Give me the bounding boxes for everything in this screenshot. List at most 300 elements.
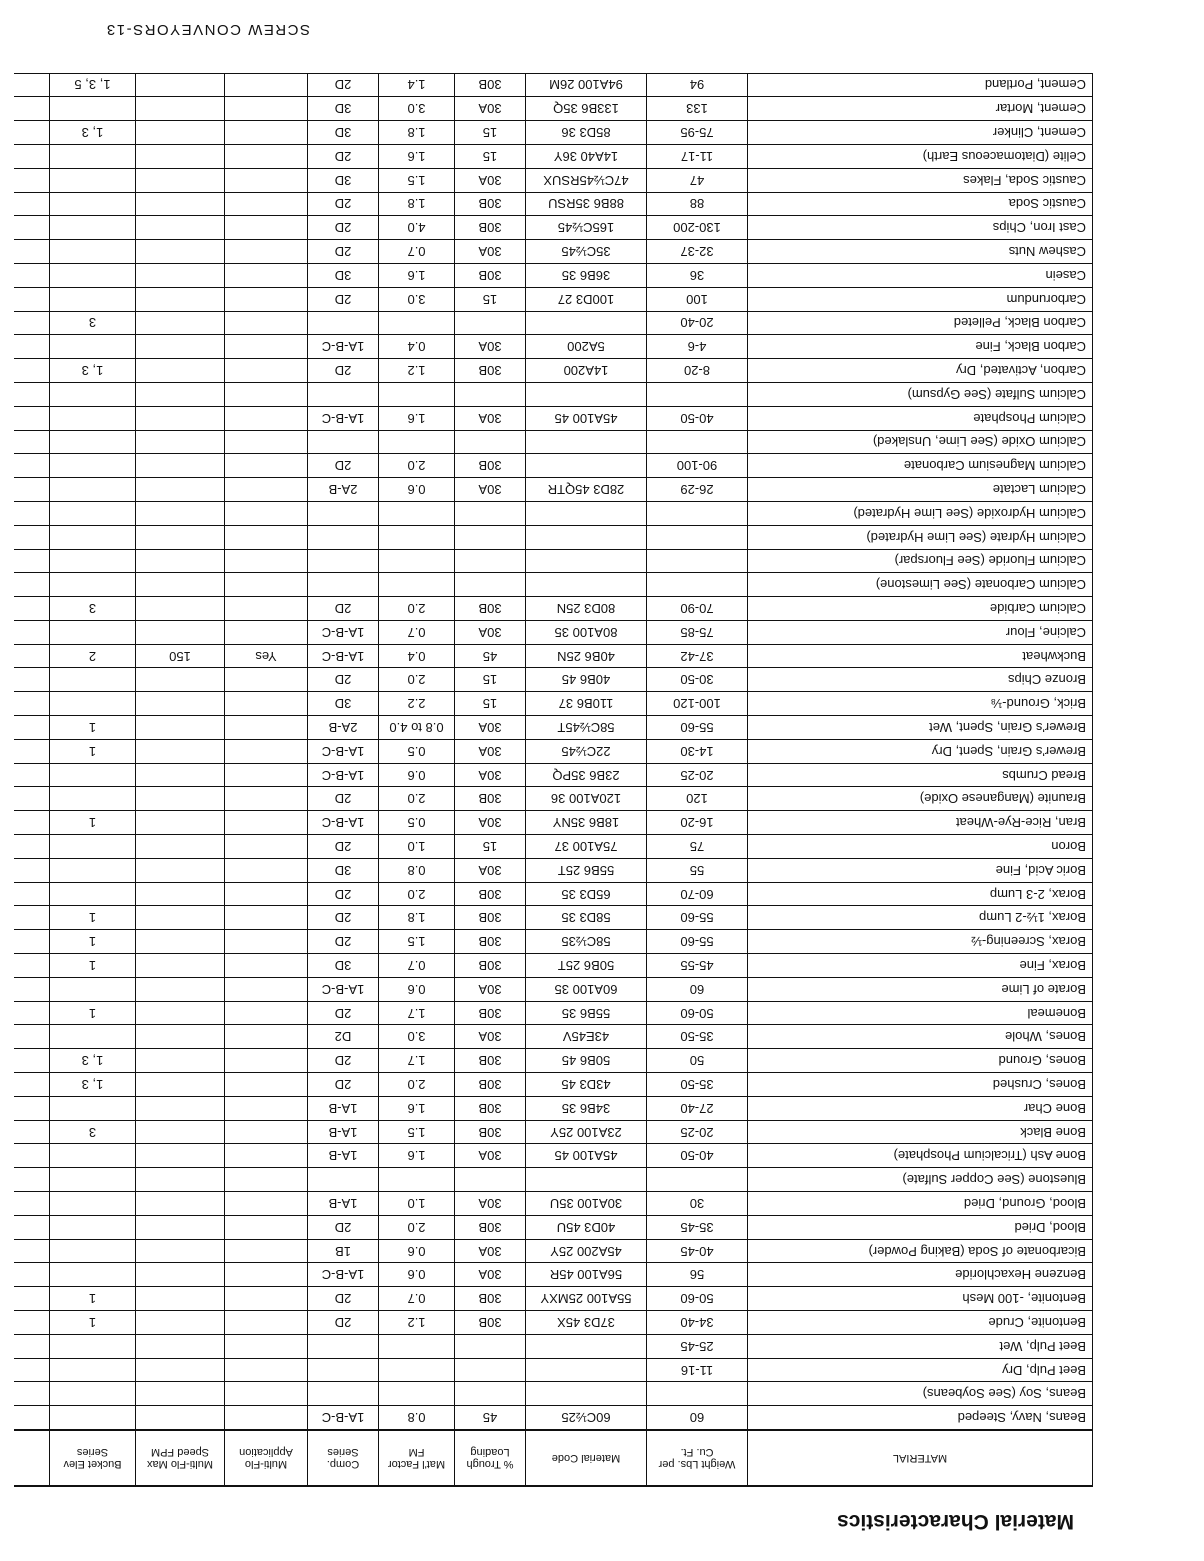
material-factor-cell: 0.8 <box>379 858 455 882</box>
comp-series-cell: 2D <box>308 1001 379 1025</box>
material-cell: Calcium Oxide (See Lime, Unslaked) <box>748 430 1093 454</box>
spacer-cell <box>14 597 50 621</box>
material-code-cell: 60A100 35 <box>526 977 647 1001</box>
trough-loading-cell: 30B <box>455 359 526 383</box>
spacer-cell <box>14 739 50 763</box>
spacer-cell <box>14 335 50 359</box>
material-cell: Celite (Diatomaceous Earth) <box>748 144 1093 168</box>
weight-cell: 47 <box>647 168 748 192</box>
trough-loading-cell: 30B <box>455 1049 526 1073</box>
multiflo-max-speed-cell <box>136 454 225 478</box>
trough-loading-cell: 30B <box>455 930 526 954</box>
material-cell: Bonemeal <box>748 1001 1093 1025</box>
trough-loading-cell: 30A <box>455 763 526 787</box>
table-header-row <box>14 1430 1093 1486</box>
multiflo-max-speed-cell <box>136 73 225 97</box>
spacer-cell <box>14 954 50 978</box>
material-code-cell: 58C½35 <box>526 930 647 954</box>
weight-cell: 40-45 <box>647 1239 748 1263</box>
header-weight: Weight Lbs. per Cu. Ft. <box>647 1430 748 1486</box>
material-factor-cell: 0.6 <box>379 1239 455 1263</box>
bucket-elev-series-cell <box>50 1025 136 1049</box>
bucket-elev-series-cell: 1 <box>50 954 136 978</box>
material-code-cell: 40B6 45 <box>526 668 647 692</box>
weight-cell <box>647 1168 748 1192</box>
material-cell: Borax, Fine <box>748 954 1093 978</box>
multiflo-application-cell <box>225 240 308 264</box>
material-factor-cell: 0.8 to 4.0 <box>379 716 455 740</box>
weight-cell: 50 <box>647 1049 748 1073</box>
trough-loading-cell: 15 <box>455 287 526 311</box>
comp-series-cell: 1A-B-C <box>308 1263 379 1287</box>
multiflo-application-cell <box>225 335 308 359</box>
bucket-elev-series-cell: 1 <box>50 906 136 930</box>
weight-cell: 35-50 <box>647 1073 748 1097</box>
material-code-cell <box>526 1358 647 1382</box>
multiflo-application-cell: Yes <box>225 644 308 668</box>
multiflo-application-cell <box>225 1287 308 1311</box>
weight-cell: 60-70 <box>647 882 748 906</box>
table-row <box>14 168 1093 192</box>
material-factor-cell <box>379 430 455 454</box>
weight-cell <box>647 501 748 525</box>
trough-loading-cell: 45 <box>455 1406 526 1430</box>
weight-cell: 90-100 <box>647 454 748 478</box>
comp-series-cell: 2D <box>308 597 379 621</box>
material-characteristics-table <box>14 73 1093 1487</box>
multiflo-application-cell <box>225 525 308 549</box>
multiflo-application-cell <box>225 620 308 644</box>
table-row <box>14 787 1093 811</box>
table-row <box>14 287 1093 311</box>
material-factor-cell: 2.0 <box>379 668 455 692</box>
multiflo-max-speed-cell <box>136 1406 225 1430</box>
spacer-cell <box>14 549 50 573</box>
trough-loading-cell: 30A <box>455 977 526 1001</box>
multiflo-max-speed-cell <box>136 192 225 216</box>
weight-cell: 36 <box>647 263 748 287</box>
bucket-elev-series-cell: 1, 3 <box>50 1073 136 1097</box>
trough-loading-cell <box>455 1334 526 1358</box>
multiflo-max-speed-cell <box>136 525 225 549</box>
comp-series-cell <box>308 549 379 573</box>
table-row <box>14 1263 1093 1287</box>
material-code-cell: 75A100 37 <box>526 835 647 859</box>
material-factor-cell: 0.6 <box>379 977 455 1001</box>
trough-loading-cell: 30B <box>455 73 526 97</box>
comp-series-cell <box>308 1168 379 1192</box>
bucket-elev-series-cell <box>50 192 136 216</box>
trough-loading-cell: 30A <box>455 858 526 882</box>
material-code-cell: 110B6 37 <box>526 692 647 716</box>
multiflo-application-cell <box>225 1311 308 1335</box>
multiflo-application-cell <box>225 478 308 502</box>
trough-loading-cell <box>455 549 526 573</box>
material-factor-cell <box>379 311 455 335</box>
comp-series-cell: 2D <box>308 882 379 906</box>
material-factor-cell: 2.0 <box>379 597 455 621</box>
table-row <box>14 1168 1093 1192</box>
bucket-elev-series-cell <box>50 858 136 882</box>
weight-cell: 130-200 <box>647 216 748 240</box>
material-cell: Buckwheat <box>748 644 1093 668</box>
spacer-cell <box>14 1382 50 1406</box>
material-code-cell: 80D3 25N <box>526 597 647 621</box>
trough-loading-cell: 30B <box>455 454 526 478</box>
multiflo-application-cell <box>225 382 308 406</box>
multiflo-application-cell <box>225 954 308 978</box>
material-code-cell: 43E45V <box>526 1025 647 1049</box>
multiflo-max-speed-cell <box>136 97 225 121</box>
header-material-code: Material Code <box>526 1430 647 1486</box>
table-row <box>14 811 1093 835</box>
spacer-cell <box>14 1311 50 1335</box>
table-row <box>14 240 1093 264</box>
trough-loading-cell <box>455 1168 526 1192</box>
weight-cell: 11-16 <box>647 1358 748 1382</box>
bucket-elev-series-cell <box>50 335 136 359</box>
weight-cell: 75 <box>647 835 748 859</box>
multiflo-max-speed-cell <box>136 954 225 978</box>
spacer-cell <box>14 1025 50 1049</box>
material-factor-cell <box>379 573 455 597</box>
material-factor-cell: 0.7 <box>379 240 455 264</box>
comp-series-cell: 2D <box>308 787 379 811</box>
material-factor-cell: 1.7 <box>379 1001 455 1025</box>
comp-series-cell: 2D <box>308 1215 379 1239</box>
weight-cell: 20-40 <box>647 311 748 335</box>
table-row <box>14 620 1093 644</box>
header-spacer <box>14 1430 50 1486</box>
table-body <box>14 73 1093 1430</box>
table-row <box>14 977 1093 1001</box>
weight-cell: 60 <box>647 977 748 1001</box>
multiflo-application-cell <box>225 882 308 906</box>
material-factor-cell: 2.0 <box>379 882 455 906</box>
material-factor-cell: 2.0 <box>379 454 455 478</box>
material-code-cell: 36B6 35 <box>526 263 647 287</box>
spacer-cell <box>14 1334 50 1358</box>
multiflo-max-speed-cell <box>136 787 225 811</box>
material-code-cell: 30A100 35U <box>526 1192 647 1216</box>
material-code-cell: 80A100 35 <box>526 620 647 644</box>
weight-cell: 55-60 <box>647 930 748 954</box>
table-row <box>14 668 1093 692</box>
multiflo-application-cell <box>225 1073 308 1097</box>
multiflo-max-speed-cell <box>136 668 225 692</box>
weight-cell: 30 <box>647 1192 748 1216</box>
table-row <box>14 1215 1093 1239</box>
multiflo-max-speed-cell <box>136 739 225 763</box>
material-factor-cell: 1.6 <box>379 1144 455 1168</box>
comp-series-cell <box>308 1358 379 1382</box>
spacer-cell <box>14 811 50 835</box>
multiflo-application-cell <box>225 192 308 216</box>
material-cell: Boron <box>748 835 1093 859</box>
multiflo-max-speed-cell <box>136 287 225 311</box>
bucket-elev-series-cell: 1, 3 <box>50 359 136 383</box>
table-row <box>14 644 1093 668</box>
spacer-cell <box>14 1144 50 1168</box>
material-factor-cell: 1.4 <box>379 73 455 97</box>
spacer-cell <box>14 359 50 383</box>
multiflo-max-speed-cell <box>136 1120 225 1144</box>
table-row <box>14 1073 1093 1097</box>
trough-loading-cell: 15 <box>455 835 526 859</box>
multiflo-application-cell <box>225 73 308 97</box>
material-cell: Calcium Hydroxide (See Lime Hydrated) <box>748 501 1093 525</box>
comp-series-cell: 2D <box>308 668 379 692</box>
multiflo-max-speed-cell <box>136 1001 225 1025</box>
trough-loading-cell: 30B <box>455 597 526 621</box>
multiflo-application-cell <box>225 1334 308 1358</box>
spacer-cell <box>14 478 50 502</box>
material-factor-cell <box>379 525 455 549</box>
multiflo-application-cell <box>225 454 308 478</box>
table-row <box>14 954 1093 978</box>
material-code-cell: 120A100 36 <box>526 787 647 811</box>
material-cell: Braunite (Manganese Oxide) <box>748 787 1093 811</box>
multiflo-application-cell <box>225 977 308 1001</box>
table-row <box>14 1239 1093 1263</box>
material-cell: Blood, Dried <box>748 1215 1093 1239</box>
material-factor-cell: 1.8 <box>379 192 455 216</box>
spacer-cell <box>14 263 50 287</box>
table-row <box>14 1287 1093 1311</box>
spacer-cell <box>14 977 50 1001</box>
multiflo-max-speed-cell <box>136 216 225 240</box>
material-factor-cell <box>379 1358 455 1382</box>
material-code-cell: 50B6 45 <box>526 1049 647 1073</box>
weight-cell: 70-90 <box>647 597 748 621</box>
material-factor-cell: 2.0 <box>379 787 455 811</box>
comp-series-cell: 3D <box>308 858 379 882</box>
weight-cell: 75-85 <box>647 620 748 644</box>
trough-loading-cell: 30A <box>455 716 526 740</box>
table-row <box>14 121 1093 145</box>
multiflo-max-speed-cell <box>136 1168 225 1192</box>
trough-loading-cell: 30A <box>455 168 526 192</box>
spacer-cell <box>14 382 50 406</box>
multiflo-max-speed-cell: 150 <box>136 644 225 668</box>
material-factor-cell <box>379 1168 455 1192</box>
spacer-cell <box>14 668 50 692</box>
bucket-elev-series-cell <box>50 692 136 716</box>
comp-series-cell: 3D <box>308 263 379 287</box>
multiflo-max-speed-cell <box>136 478 225 502</box>
comp-series-cell <box>308 1382 379 1406</box>
bucket-elev-series-cell: 1 <box>50 716 136 740</box>
table-row <box>14 1192 1093 1216</box>
material-cell: Borax, 2-3 Lump <box>748 882 1093 906</box>
trough-loading-cell <box>455 311 526 335</box>
material-code-cell: 34B6 35 <box>526 1096 647 1120</box>
trough-loading-cell: 30A <box>455 1025 526 1049</box>
spacer-cell <box>14 1096 50 1120</box>
material-code-cell: 28D3 45QTR <box>526 478 647 502</box>
spacer-cell <box>14 1192 50 1216</box>
multiflo-application-cell <box>225 1192 308 1216</box>
trough-loading-cell: 30B <box>455 263 526 287</box>
trough-loading-cell: 30A <box>455 97 526 121</box>
bucket-elev-series-cell <box>50 525 136 549</box>
trough-loading-cell: 30B <box>455 1001 526 1025</box>
comp-series-cell: 1A-B-C <box>308 406 379 430</box>
bucket-elev-series-cell <box>50 478 136 502</box>
material-code-cell <box>526 501 647 525</box>
multiflo-application-cell <box>225 121 308 145</box>
table-row <box>14 1144 1093 1168</box>
multiflo-application-cell <box>225 216 308 240</box>
comp-series-cell: 2D <box>308 240 379 264</box>
multiflo-application-cell <box>225 1239 308 1263</box>
multiflo-application-cell <box>225 359 308 383</box>
weight-cell: 45-55 <box>647 954 748 978</box>
spacer-cell <box>14 501 50 525</box>
table-row <box>14 858 1093 882</box>
trough-loading-cell: 30B <box>455 1120 526 1144</box>
spacer-cell <box>14 692 50 716</box>
multiflo-application-cell <box>225 692 308 716</box>
bucket-elev-series-cell <box>50 382 136 406</box>
material-code-cell <box>526 573 647 597</box>
material-cell: Blood, Ground, Dried <box>748 1192 1093 1216</box>
material-code-cell: 58C½45T <box>526 716 647 740</box>
multiflo-max-speed-cell <box>136 858 225 882</box>
comp-series-cell: 2D <box>308 192 379 216</box>
multiflo-max-speed-cell <box>136 906 225 930</box>
comp-series-cell: 1A-B-C <box>308 811 379 835</box>
spacer-cell <box>14 430 50 454</box>
multiflo-max-speed-cell <box>136 359 225 383</box>
table-row <box>14 335 1093 359</box>
multiflo-application-cell <box>225 739 308 763</box>
material-code-cell: 14A200 <box>526 359 647 383</box>
trough-loading-cell: 15 <box>455 121 526 145</box>
bucket-elev-series-cell <box>50 1215 136 1239</box>
bucket-elev-series-cell <box>50 1263 136 1287</box>
header-bucket-elev-series: Bucket Elev Series <box>50 1430 136 1486</box>
material-factor-cell: 3.0 <box>379 97 455 121</box>
bucket-elev-series-cell: 3 <box>50 1120 136 1144</box>
bucket-elev-series-cell <box>50 240 136 264</box>
spacer-cell <box>14 525 50 549</box>
bucket-elev-series-cell: 3 <box>50 311 136 335</box>
material-code-cell: 18B6 35NY <box>526 811 647 835</box>
multiflo-max-speed-cell <box>136 1073 225 1097</box>
multiflo-max-speed-cell <box>136 263 225 287</box>
header-comp-series: Comp. Series <box>308 1430 379 1486</box>
weight-cell: 4-6 <box>647 335 748 359</box>
trough-loading-cell: 30B <box>455 1096 526 1120</box>
spacer-cell <box>14 930 50 954</box>
comp-series-cell: 1A-B-C <box>308 620 379 644</box>
material-factor-cell: 0.7 <box>379 1287 455 1311</box>
table-row <box>14 597 1093 621</box>
multiflo-application-cell <box>225 1263 308 1287</box>
material-cell: Cement, Clinker <box>748 121 1093 145</box>
multiflo-max-speed-cell <box>136 144 225 168</box>
spacer-cell <box>14 573 50 597</box>
material-cell: Bran, Rice-Rye-Wheat <box>748 811 1093 835</box>
material-code-cell <box>526 454 647 478</box>
material-cell: Beans, Soy (See Soybeans) <box>748 1382 1093 1406</box>
material-cell: Bones, Crushed <box>748 1073 1093 1097</box>
table-row <box>14 1120 1093 1144</box>
material-cell: Cement, Portland <box>748 73 1093 97</box>
trough-loading-cell: 30B <box>455 192 526 216</box>
table-row <box>14 430 1093 454</box>
multiflo-application-cell <box>225 501 308 525</box>
trough-loading-cell: 30A <box>455 1192 526 1216</box>
material-factor-cell <box>379 1334 455 1358</box>
weight-cell: 133 <box>647 97 748 121</box>
table-row <box>14 1001 1093 1025</box>
material-cell: Caustic Soda <box>748 192 1093 216</box>
multiflo-max-speed-cell <box>136 835 225 859</box>
trough-loading-cell: 30A <box>455 1263 526 1287</box>
material-cell: Bread Crumbs <box>748 763 1093 787</box>
multiflo-max-speed-cell <box>136 501 225 525</box>
table-row <box>14 97 1093 121</box>
bucket-elev-series-cell <box>50 501 136 525</box>
weight-cell: 75-95 <box>647 121 748 145</box>
weight-cell: 20-25 <box>647 1120 748 1144</box>
trough-loading-cell: 30A <box>455 335 526 359</box>
weight-cell <box>647 430 748 454</box>
weight-cell: 14-30 <box>647 739 748 763</box>
material-factor-cell <box>379 382 455 406</box>
trough-loading-cell: 30A <box>455 478 526 502</box>
multiflo-application-cell <box>225 1001 308 1025</box>
bucket-elev-series-cell <box>50 263 136 287</box>
table-row <box>14 1049 1093 1073</box>
material-cell: Beet Pulp, Dry <box>748 1358 1093 1382</box>
trough-loading-cell <box>455 501 526 525</box>
material-cell: Calcium Carbide <box>748 597 1093 621</box>
material-code-cell: 65D3 35 <box>526 882 647 906</box>
comp-series-cell: 1A-B <box>308 1120 379 1144</box>
bucket-elev-series-cell <box>50 1096 136 1120</box>
bucket-elev-series-cell: 3 <box>50 597 136 621</box>
bucket-elev-series-cell <box>50 573 136 597</box>
material-code-cell: 45A100 45 <box>526 406 647 430</box>
header-multiflo-max-speed: Multi-Flo Max Speed FPM <box>136 1430 225 1486</box>
multiflo-application-cell <box>225 1358 308 1382</box>
spacer-cell <box>14 1263 50 1287</box>
material-factor-cell <box>379 501 455 525</box>
spacer-cell <box>14 835 50 859</box>
material-cell: Bone Ash (Tricalcium Phosphate) <box>748 1144 1093 1168</box>
trough-loading-cell: 15 <box>455 692 526 716</box>
spacer-cell <box>14 906 50 930</box>
multiflo-application-cell <box>225 1096 308 1120</box>
trough-loading-cell <box>455 382 526 406</box>
material-cell: Calcium Magnesium Carbonate <box>748 454 1093 478</box>
header-material: MATERIAL <box>748 1430 1093 1486</box>
material-factor-cell: 0.6 <box>379 763 455 787</box>
table-row <box>14 1358 1093 1382</box>
comp-series-cell <box>308 430 379 454</box>
multiflo-max-speed-cell <box>136 121 225 145</box>
weight-cell: 100-120 <box>647 692 748 716</box>
bucket-elev-series-cell <box>50 454 136 478</box>
trough-loading-cell: 15 <box>455 668 526 692</box>
material-code-cell: 55A100 25MXY <box>526 1287 647 1311</box>
bucket-elev-series-cell <box>50 882 136 906</box>
comp-series-cell: 2D <box>308 906 379 930</box>
material-code-cell <box>526 525 647 549</box>
